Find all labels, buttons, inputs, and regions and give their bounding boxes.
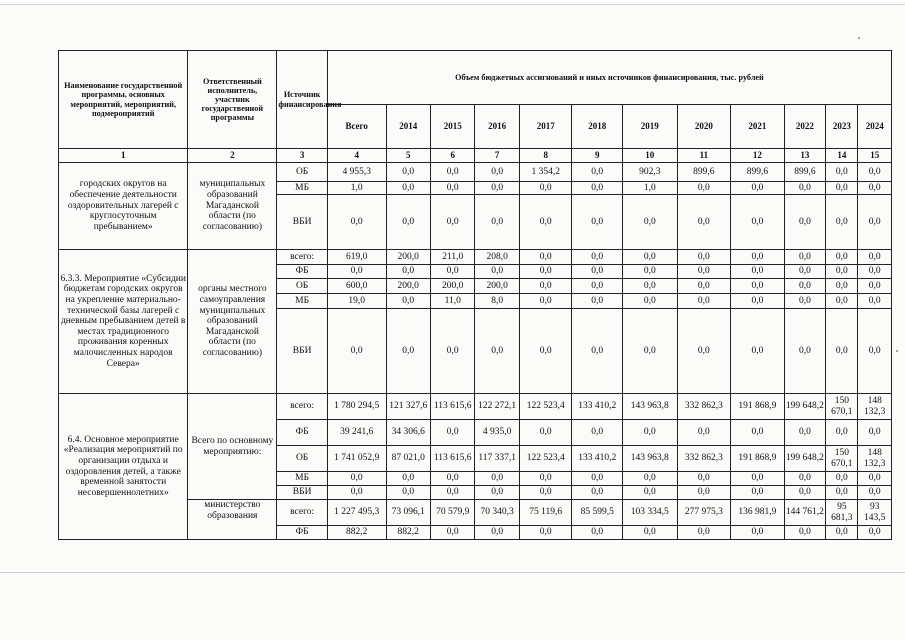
value-cell: 0,0: [519, 294, 572, 309]
value-cell: 0,0: [858, 195, 892, 250]
total-cell: 0,0: [327, 309, 386, 394]
value-cell: 0,0: [858, 265, 892, 279]
value-cell: 0,0: [430, 163, 474, 182]
value-cell: 122 523,4: [519, 394, 572, 420]
value-cell: 0,0: [519, 250, 572, 265]
table-row: [59, 250, 892, 265]
value-cell: 150 670,1: [826, 446, 858, 472]
column-number: 6: [430, 149, 474, 163]
value-cell: 0,0: [572, 250, 623, 265]
value-cell: 0,0: [731, 294, 785, 309]
value-cell: 0,0: [475, 195, 519, 250]
value-cell: 899,6: [677, 163, 731, 182]
value-cell: 0,0: [572, 420, 623, 446]
column-number: 12: [731, 149, 785, 163]
scan-edge-top: [0, 4, 905, 5]
value-cell: 0,0: [623, 294, 678, 309]
total-cell: 600,0: [327, 279, 386, 294]
value-cell: 136 981,9: [731, 500, 785, 526]
table-header: [59, 51, 892, 149]
value-cell: 144 761,2: [784, 500, 825, 526]
value-cell: 0,0: [572, 163, 623, 182]
header-year: 2017: [519, 105, 572, 149]
value-cell: 0,0: [386, 309, 430, 394]
value-cell: 0,0: [623, 195, 678, 250]
header-year: 2014: [386, 105, 430, 149]
value-cell: 0,0: [784, 309, 825, 394]
value-cell: 0,0: [572, 182, 623, 195]
value-cell: 0,0: [731, 195, 785, 250]
column-number: 5: [386, 149, 430, 163]
value-cell: 899,6: [784, 163, 825, 182]
value-cell: 0,0: [858, 250, 892, 265]
value-cell: 0,0: [858, 279, 892, 294]
value-cell: 93 143,5: [858, 500, 892, 526]
value-cell: 0,0: [826, 420, 858, 446]
value-cell: 0,0: [677, 265, 731, 279]
total-cell: 619,0: [327, 250, 386, 265]
column-number: 1: [59, 149, 188, 163]
value-cell: 0,0: [572, 486, 623, 500]
value-cell: 199 648,2: [784, 446, 825, 472]
value-cell: 0,0: [572, 265, 623, 279]
column-number: 13: [784, 149, 825, 163]
header-total: Всего: [327, 105, 386, 149]
header-year: 2023: [826, 105, 858, 149]
value-cell: 75 119,6: [519, 500, 572, 526]
value-cell: 0,0: [572, 472, 623, 486]
value-cell: 0,0: [519, 279, 572, 294]
value-cell: 0,0: [731, 420, 785, 446]
value-cell: 0,0: [731, 526, 785, 540]
value-cell: 0,0: [430, 420, 474, 446]
header-executor: Ответственный исполнитель, участник государственной программы: [188, 51, 277, 149]
source-cell: ОБ: [277, 163, 328, 182]
value-cell: 0,0: [858, 294, 892, 309]
value-cell: 0,0: [826, 526, 858, 540]
source-cell: ОБ: [277, 279, 328, 294]
value-cell: 200,0: [475, 279, 519, 294]
value-cell: 0,0: [784, 250, 825, 265]
value-cell: 0,0: [430, 486, 474, 500]
value-cell: 0,0: [731, 250, 785, 265]
total-cell: 1 741 052,9: [327, 446, 386, 472]
value-cell: 0,0: [784, 182, 825, 195]
value-cell: 73 096,1: [386, 500, 430, 526]
value-cell: 0,0: [519, 309, 572, 394]
value-cell: 0,0: [519, 472, 572, 486]
header-name: Наименование государственной программы, основных мероприятий, мероприятий, подмероприятий: [59, 51, 188, 149]
value-cell: 277 975,3: [677, 500, 731, 526]
value-cell: 0,0: [784, 195, 825, 250]
value-cell: 0,0: [623, 486, 678, 500]
value-cell: 0,0: [475, 472, 519, 486]
value-cell: 200,0: [430, 279, 474, 294]
value-cell: 122 523,4: [519, 446, 572, 472]
value-cell: 0,0: [519, 195, 572, 250]
total-cell: 1,0: [327, 182, 386, 195]
value-cell: 902,3: [623, 163, 678, 182]
value-cell: 0,0: [677, 250, 731, 265]
source-cell: МБ: [277, 472, 328, 486]
value-cell: 113 615,6: [430, 394, 474, 420]
value-cell: 0,0: [677, 294, 731, 309]
total-cell: 0,0: [327, 472, 386, 486]
value-cell: 0,0: [826, 279, 858, 294]
total-cell: 0,0: [327, 195, 386, 250]
value-cell: 0,0: [677, 526, 731, 540]
value-cell: 0,0: [826, 486, 858, 500]
value-cell: 148 132,3: [858, 394, 892, 420]
value-cell: 0,0: [430, 472, 474, 486]
value-cell: 899,6: [731, 163, 785, 182]
value-cell: 0,0: [386, 163, 430, 182]
value-cell: 34 306,6: [386, 420, 430, 446]
value-cell: 0,0: [519, 265, 572, 279]
value-cell: 0,0: [623, 265, 678, 279]
source-cell: ФБ: [277, 420, 328, 446]
value-cell: 0,0: [826, 163, 858, 182]
source-cell: всего:: [277, 394, 328, 420]
header-year: 2020: [677, 105, 731, 149]
source-cell: ОБ: [277, 446, 328, 472]
value-cell: 113 615,6: [430, 446, 474, 472]
value-cell: 0,0: [572, 195, 623, 250]
value-cell: 0,0: [430, 195, 474, 250]
value-cell: 1 354,2: [519, 163, 572, 182]
value-cell: 8,0: [475, 294, 519, 309]
value-cell: 4 935,0: [475, 420, 519, 446]
value-cell: 0,0: [731, 309, 785, 394]
source-cell: ВБИ: [277, 309, 328, 394]
item-name: 6.3.3. Мероприятие «Субсидии бюджетам городских округов на укрепление материально-технической базы лагерей с дневным пребыванием детей в местах традиционного проживания коренных малочисленных народов Севера»: [59, 250, 188, 394]
value-cell: 0,0: [677, 279, 731, 294]
value-cell: 0,0: [826, 472, 858, 486]
value-cell: 0,0: [572, 309, 623, 394]
value-cell: 0,0: [623, 420, 678, 446]
value-cell: 122 272,1: [475, 394, 519, 420]
source-cell: МБ: [277, 294, 328, 309]
header-year: 2021: [731, 105, 785, 149]
value-cell: 0,0: [677, 182, 731, 195]
value-cell: 332 862,3: [677, 394, 731, 420]
value-cell: 0,0: [475, 309, 519, 394]
value-cell: 0,0: [826, 309, 858, 394]
value-cell: 143 963,8: [623, 446, 678, 472]
value-cell: 121 327,6: [386, 394, 430, 420]
item-name: городских округов на обеспечение деятельности оздоровительных лагерей с круглосуточным пребыванием»: [59, 163, 188, 250]
value-cell: 0,0: [858, 526, 892, 540]
source-cell: ВБИ: [277, 195, 328, 250]
value-cell: 0,0: [430, 265, 474, 279]
value-cell: 0,0: [826, 182, 858, 195]
value-cell: 882,2: [386, 526, 430, 540]
value-cell: 0,0: [623, 279, 678, 294]
header-volume: Объем бюджетных ассигнований и иных источников финансирования, тыс. рублей: [327, 51, 891, 105]
source-cell: всего:: [277, 250, 328, 265]
value-cell: 11,0: [430, 294, 474, 309]
column-number: 3: [277, 149, 328, 163]
source-cell: ВБИ: [277, 486, 328, 500]
value-cell: 0,0: [677, 486, 731, 500]
value-cell: 0,0: [386, 195, 430, 250]
item-executor: министерство образования: [188, 500, 277, 540]
value-cell: 0,0: [386, 265, 430, 279]
total-cell: 1 780 294,5: [327, 394, 386, 420]
value-cell: 0,0: [677, 309, 731, 394]
value-cell: 0,0: [519, 526, 572, 540]
value-cell: 0,0: [519, 182, 572, 195]
scan-edge-bottom: [0, 572, 905, 573]
value-cell: 0,0: [826, 195, 858, 250]
value-cell: 0,0: [858, 420, 892, 446]
source-cell: МБ: [277, 182, 328, 195]
value-cell: 117 337,1: [475, 446, 519, 472]
value-cell: 191 868,9: [731, 394, 785, 420]
total-cell: 1 227 495,3: [327, 500, 386, 526]
value-cell: 0,0: [784, 265, 825, 279]
item-executor: органы местного самоуправления муниципальных образований Магаданской области (по согласованию): [188, 250, 277, 394]
value-cell: 0,0: [519, 486, 572, 500]
value-cell: 85 599,5: [572, 500, 623, 526]
value-cell: 0,0: [572, 294, 623, 309]
value-cell: 0,0: [677, 420, 731, 446]
value-cell: 0,0: [784, 279, 825, 294]
value-cell: 0,0: [731, 486, 785, 500]
value-cell: 0,0: [623, 309, 678, 394]
value-cell: 0,0: [430, 309, 474, 394]
header-year: 2019: [623, 105, 678, 149]
value-cell: 0,0: [826, 294, 858, 309]
column-number: 15: [858, 149, 892, 163]
value-cell: 0,0: [430, 526, 474, 540]
value-cell: 0,0: [475, 182, 519, 195]
value-cell: 0,0: [858, 182, 892, 195]
column-number: 14: [826, 149, 858, 163]
value-cell: 0,0: [826, 265, 858, 279]
value-cell: 0,0: [677, 195, 731, 250]
value-cell: 0,0: [475, 526, 519, 540]
value-cell: 200,0: [386, 279, 430, 294]
value-cell: 133 410,2: [572, 394, 623, 420]
header-year: 2024: [858, 105, 892, 149]
value-cell: 0,0: [784, 526, 825, 540]
header-year: 2015: [430, 105, 474, 149]
value-cell: 0,0: [858, 163, 892, 182]
value-cell: 332 862,3: [677, 446, 731, 472]
value-cell: 95 681,3: [826, 500, 858, 526]
total-cell: 39 241,6: [327, 420, 386, 446]
value-cell: 200,0: [386, 250, 430, 265]
total-cell: 0,0: [327, 486, 386, 500]
column-number: 8: [519, 149, 572, 163]
value-cell: 191 868,9: [731, 446, 785, 472]
source-cell: ФБ: [277, 265, 328, 279]
source-cell: ФБ: [277, 526, 328, 540]
column-number: 7: [475, 149, 519, 163]
value-cell: 0,0: [572, 526, 623, 540]
budget-table: [58, 50, 892, 540]
value-cell: 0,0: [475, 163, 519, 182]
value-cell: 0,0: [858, 472, 892, 486]
value-cell: 0,0: [784, 294, 825, 309]
value-cell: 0,0: [731, 279, 785, 294]
value-cell: 0,0: [475, 265, 519, 279]
value-cell: 208,0: [475, 250, 519, 265]
header-year: 2018: [572, 105, 623, 149]
column-number-row: [59, 149, 892, 163]
value-cell: 0,0: [826, 250, 858, 265]
value-cell: 0,0: [623, 250, 678, 265]
value-cell: 0,0: [731, 265, 785, 279]
total-cell: 0,0: [327, 265, 386, 279]
value-cell: 148 132,3: [858, 446, 892, 472]
column-number: 4: [327, 149, 386, 163]
value-cell: 103 334,5: [623, 500, 678, 526]
value-cell: 0,0: [572, 279, 623, 294]
value-cell: 0,0: [386, 182, 430, 195]
value-cell: 133 410,2: [572, 446, 623, 472]
value-cell: 0,0: [519, 420, 572, 446]
value-cell: 0,0: [475, 486, 519, 500]
value-cell: 211,0: [430, 250, 474, 265]
value-cell: 0,0: [386, 486, 430, 500]
value-cell: 0,0: [731, 182, 785, 195]
value-cell: 0,0: [858, 309, 892, 394]
source-cell: всего:: [277, 500, 328, 526]
value-cell: 0,0: [784, 472, 825, 486]
value-cell: 0,0: [677, 472, 731, 486]
value-cell: 150 670,1: [826, 394, 858, 420]
item-executor: Всего по основному мероприятию:: [188, 394, 277, 500]
value-cell: 70 340,3: [475, 500, 519, 526]
table-row: [59, 394, 892, 420]
value-cell: 0,0: [858, 486, 892, 500]
value-cell: 143 963,8: [623, 394, 678, 420]
value-cell: 0,0: [623, 526, 678, 540]
header-source: Источник финансирования: [277, 51, 328, 149]
scan-speck: [896, 350, 898, 352]
column-number: 9: [572, 149, 623, 163]
column-number: 11: [677, 149, 731, 163]
total-cell: 19,0: [327, 294, 386, 309]
header-year: 2016: [475, 105, 519, 149]
value-cell: 0,0: [430, 182, 474, 195]
value-cell: 0,0: [623, 472, 678, 486]
scan-speck: [858, 37, 860, 39]
column-number: 10: [623, 149, 678, 163]
item-executor: муниципальных образований Магаданской области (по согласованию): [188, 163, 277, 250]
value-cell: 0,0: [386, 294, 430, 309]
value-cell: 0,0: [784, 420, 825, 446]
column-number: 2: [188, 149, 277, 163]
value-cell: 0,0: [731, 472, 785, 486]
value-cell: 0,0: [784, 486, 825, 500]
total-cell: 4 955,3: [327, 163, 386, 182]
value-cell: 1,0: [623, 182, 678, 195]
table-row: [59, 163, 892, 182]
header-year: 2022: [784, 105, 825, 149]
total-cell: 882,2: [327, 526, 386, 540]
value-cell: 70 579,9: [430, 500, 474, 526]
value-cell: 199 648,2: [784, 394, 825, 420]
value-cell: 87 021,0: [386, 446, 430, 472]
item-name: 6.4. Основное мероприятие «Реализация мероприятий по организации отдыха и оздоровления детей, а также временной занятости несовершеннолетних»: [59, 394, 188, 540]
value-cell: 0,0: [386, 472, 430, 486]
